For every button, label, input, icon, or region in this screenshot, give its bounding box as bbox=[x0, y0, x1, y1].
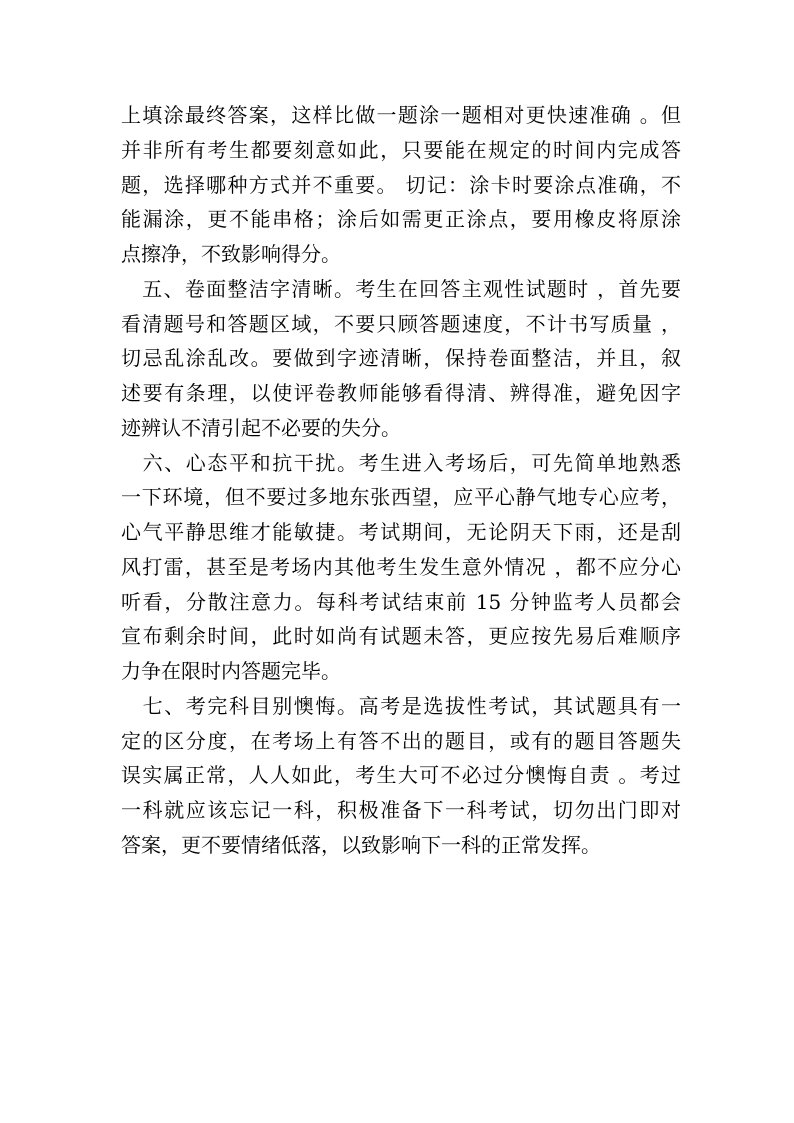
text-line: 迹辨认不清引起不必要的失分。 bbox=[121, 415, 401, 440]
text-line: 听看，分散注意力。每科考试结束前 15 分钟监考人员都会 bbox=[121, 589, 681, 614]
text-line: 风打雷，甚至是考场内其他考生发生意外情况 ，都不应分心 bbox=[121, 554, 681, 579]
text-line: 七、考完科目别懊悔。高考是选拔性考试，其试题具有一 bbox=[121, 693, 681, 718]
paragraph-answer-card-tips bbox=[121, 98, 681, 272]
text-line: 切忌乱涂乱改。要做到字迹清晰，保持卷面整洁，并且，叙 bbox=[121, 346, 681, 371]
text-line: 点擦净，不致影响得分。 bbox=[121, 242, 341, 266]
paragraph-section-five bbox=[121, 272, 681, 446]
text-line: 并非所有考生都要刻意如此，只要能在规定的时间内完成答 bbox=[121, 137, 681, 162]
document-body bbox=[121, 98, 681, 863]
text-line: 答案，更不要情绪低落，以致影响下一科的正常发挥。 bbox=[121, 832, 601, 857]
text-line: 题，选择哪种方式并不重要。 切记：涂卡时要涂点准确，不 bbox=[121, 172, 681, 197]
text-line: 六、心态平和抗干扰。考生进入考场后，可先简单地熟悉 bbox=[121, 450, 681, 475]
text-line: 述要有条理，以使评卷教师能够看得清、辨得准，避免因字 bbox=[121, 381, 681, 405]
text-line: 一科就应该忘记一科，积极准备下一科考试，切勿出门即对 bbox=[121, 798, 681, 822]
text-line: 力争在限时内答题完毕。 bbox=[121, 659, 341, 683]
text-line: 看清题号和答题区域，不要只顾答题速度，不计书写质量 ， bbox=[121, 311, 681, 336]
text-line: 宣布剩余时间，此时如尚有试题未答，更应按先易后难顺序 bbox=[121, 624, 681, 649]
text-line: 定的区分度，在考场上有答不出的题目，或有的题目答题失 bbox=[121, 728, 681, 753]
paragraph-section-six bbox=[121, 446, 681, 689]
text-line: 五、卷面整洁字清晰。考生在回答主观性试题时 ，首先要 bbox=[121, 276, 681, 301]
text-line: 心气平静思维才能敏捷。考试期间，无论阴天下雨，还是刮 bbox=[121, 520, 681, 544]
text-line: 一下环境，但不要过多地东张西望，应平心静气地专心应考， bbox=[121, 485, 681, 510]
text-line: 能漏涂，更不能串格；涂后如需更正涂点，要用橡皮将原涂 bbox=[121, 207, 681, 232]
text-line: 误实属正常，人人如此，考生大可不必过分懊悔自责 。考过 bbox=[121, 763, 681, 788]
paragraph-section-seven bbox=[121, 689, 681, 863]
text-line: 上填涂最终答案，这样比做一题涂一题相对更快速准确 。但 bbox=[121, 103, 681, 127]
